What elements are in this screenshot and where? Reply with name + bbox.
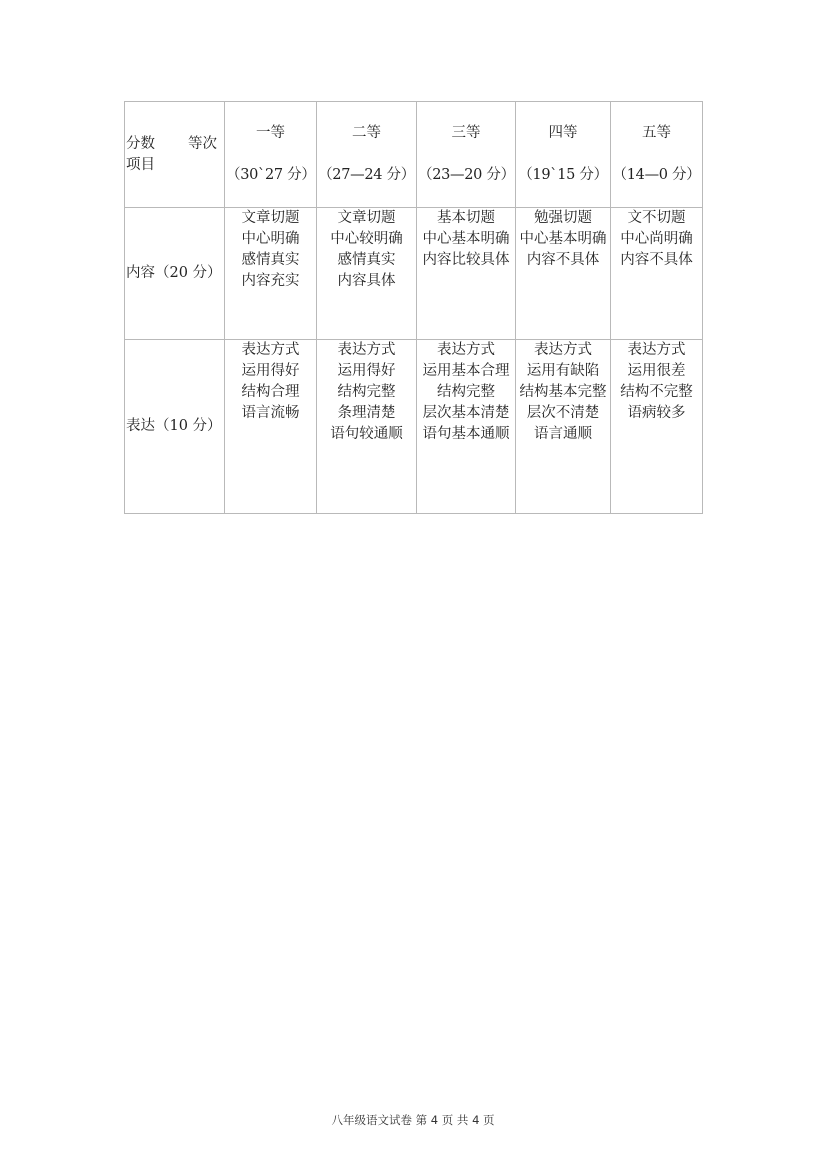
grade-name: 二等 [352, 125, 381, 141]
grade-header-5 [611, 102, 703, 208]
footer-total-unit: 页 [483, 1113, 495, 1127]
footer-total-prefix: 共 [456, 1113, 469, 1127]
grade-name: 一等 [256, 125, 285, 141]
corner-cell [125, 102, 225, 208]
expression-cell-grade-4: 表达方式 运用有缺陷 结构基本完整 层次不清楚 语言通顺 [516, 340, 611, 514]
corner-score-label: 分数 [126, 135, 155, 152]
content-cell-grade-3: 基本切题 中心基本明确 内容比较具体 [417, 208, 516, 340]
page-footer [0, 1112, 826, 1128]
grade-range: （27—24 分） [318, 167, 415, 183]
expression-cell-grade-5: 表达方式 运用很差 结构不完整 语病较多 [611, 340, 703, 514]
content-cell-grade-4: 勉强切题 中心基本明确 内容不具体 [516, 208, 611, 340]
scoring-rubric-table [124, 101, 703, 514]
grade-header-4 [516, 102, 611, 208]
header-row [125, 102, 703, 208]
grade-range: （14—0 分） [612, 167, 701, 183]
corner-item-label: 项目 [126, 156, 155, 173]
grade-name: 三等 [451, 125, 481, 141]
row-label-content: 内容（20 分） [125, 208, 225, 340]
expression-row [125, 340, 703, 514]
grade-header-3 [417, 102, 516, 208]
grade-header-2 [317, 102, 417, 208]
grade-header-1 [225, 102, 317, 208]
content-cell-grade-5: 文不切题 中心尚明确 内容不具体 [611, 208, 703, 340]
footer-exam-title: 八年级语文试卷 [331, 1113, 412, 1127]
footer-page-prefix: 第 [415, 1113, 428, 1127]
grade-range: （23—20 分） [418, 167, 515, 183]
row-label-expression: 表达（10 分） [125, 340, 225, 514]
content-cell-grade-1: 文章切题 中心明确 感情真实 内容充实 [225, 208, 317, 340]
corner-top-line [126, 134, 223, 155]
footer-page-number: 4 [430, 1113, 439, 1127]
expression-cell-grade-1: 表达方式 运用得好 结构合理 语言流畅 [225, 340, 317, 514]
corner-grade-label: 等次 [188, 135, 217, 152]
expression-cell-grade-2: 表达方式 运用得好 结构完整 条理清楚 语句较通顺 [317, 340, 417, 514]
footer-page-unit: 页 [441, 1113, 454, 1127]
grade-name: 五等 [642, 125, 671, 141]
grade-name: 四等 [548, 125, 578, 141]
content-row [125, 208, 703, 340]
grade-range: （19`15 分） [518, 167, 608, 183]
expression-cell-grade-3: 表达方式 运用基本合理 结构完整 层次基本清楚 语句基本通顺 [417, 340, 516, 514]
footer-total-number: 4 [472, 1113, 480, 1127]
content-cell-grade-2: 文章切题 中心较明确 感情真实 内容具体 [317, 208, 417, 340]
grade-range: （30`27 分） [226, 167, 316, 183]
